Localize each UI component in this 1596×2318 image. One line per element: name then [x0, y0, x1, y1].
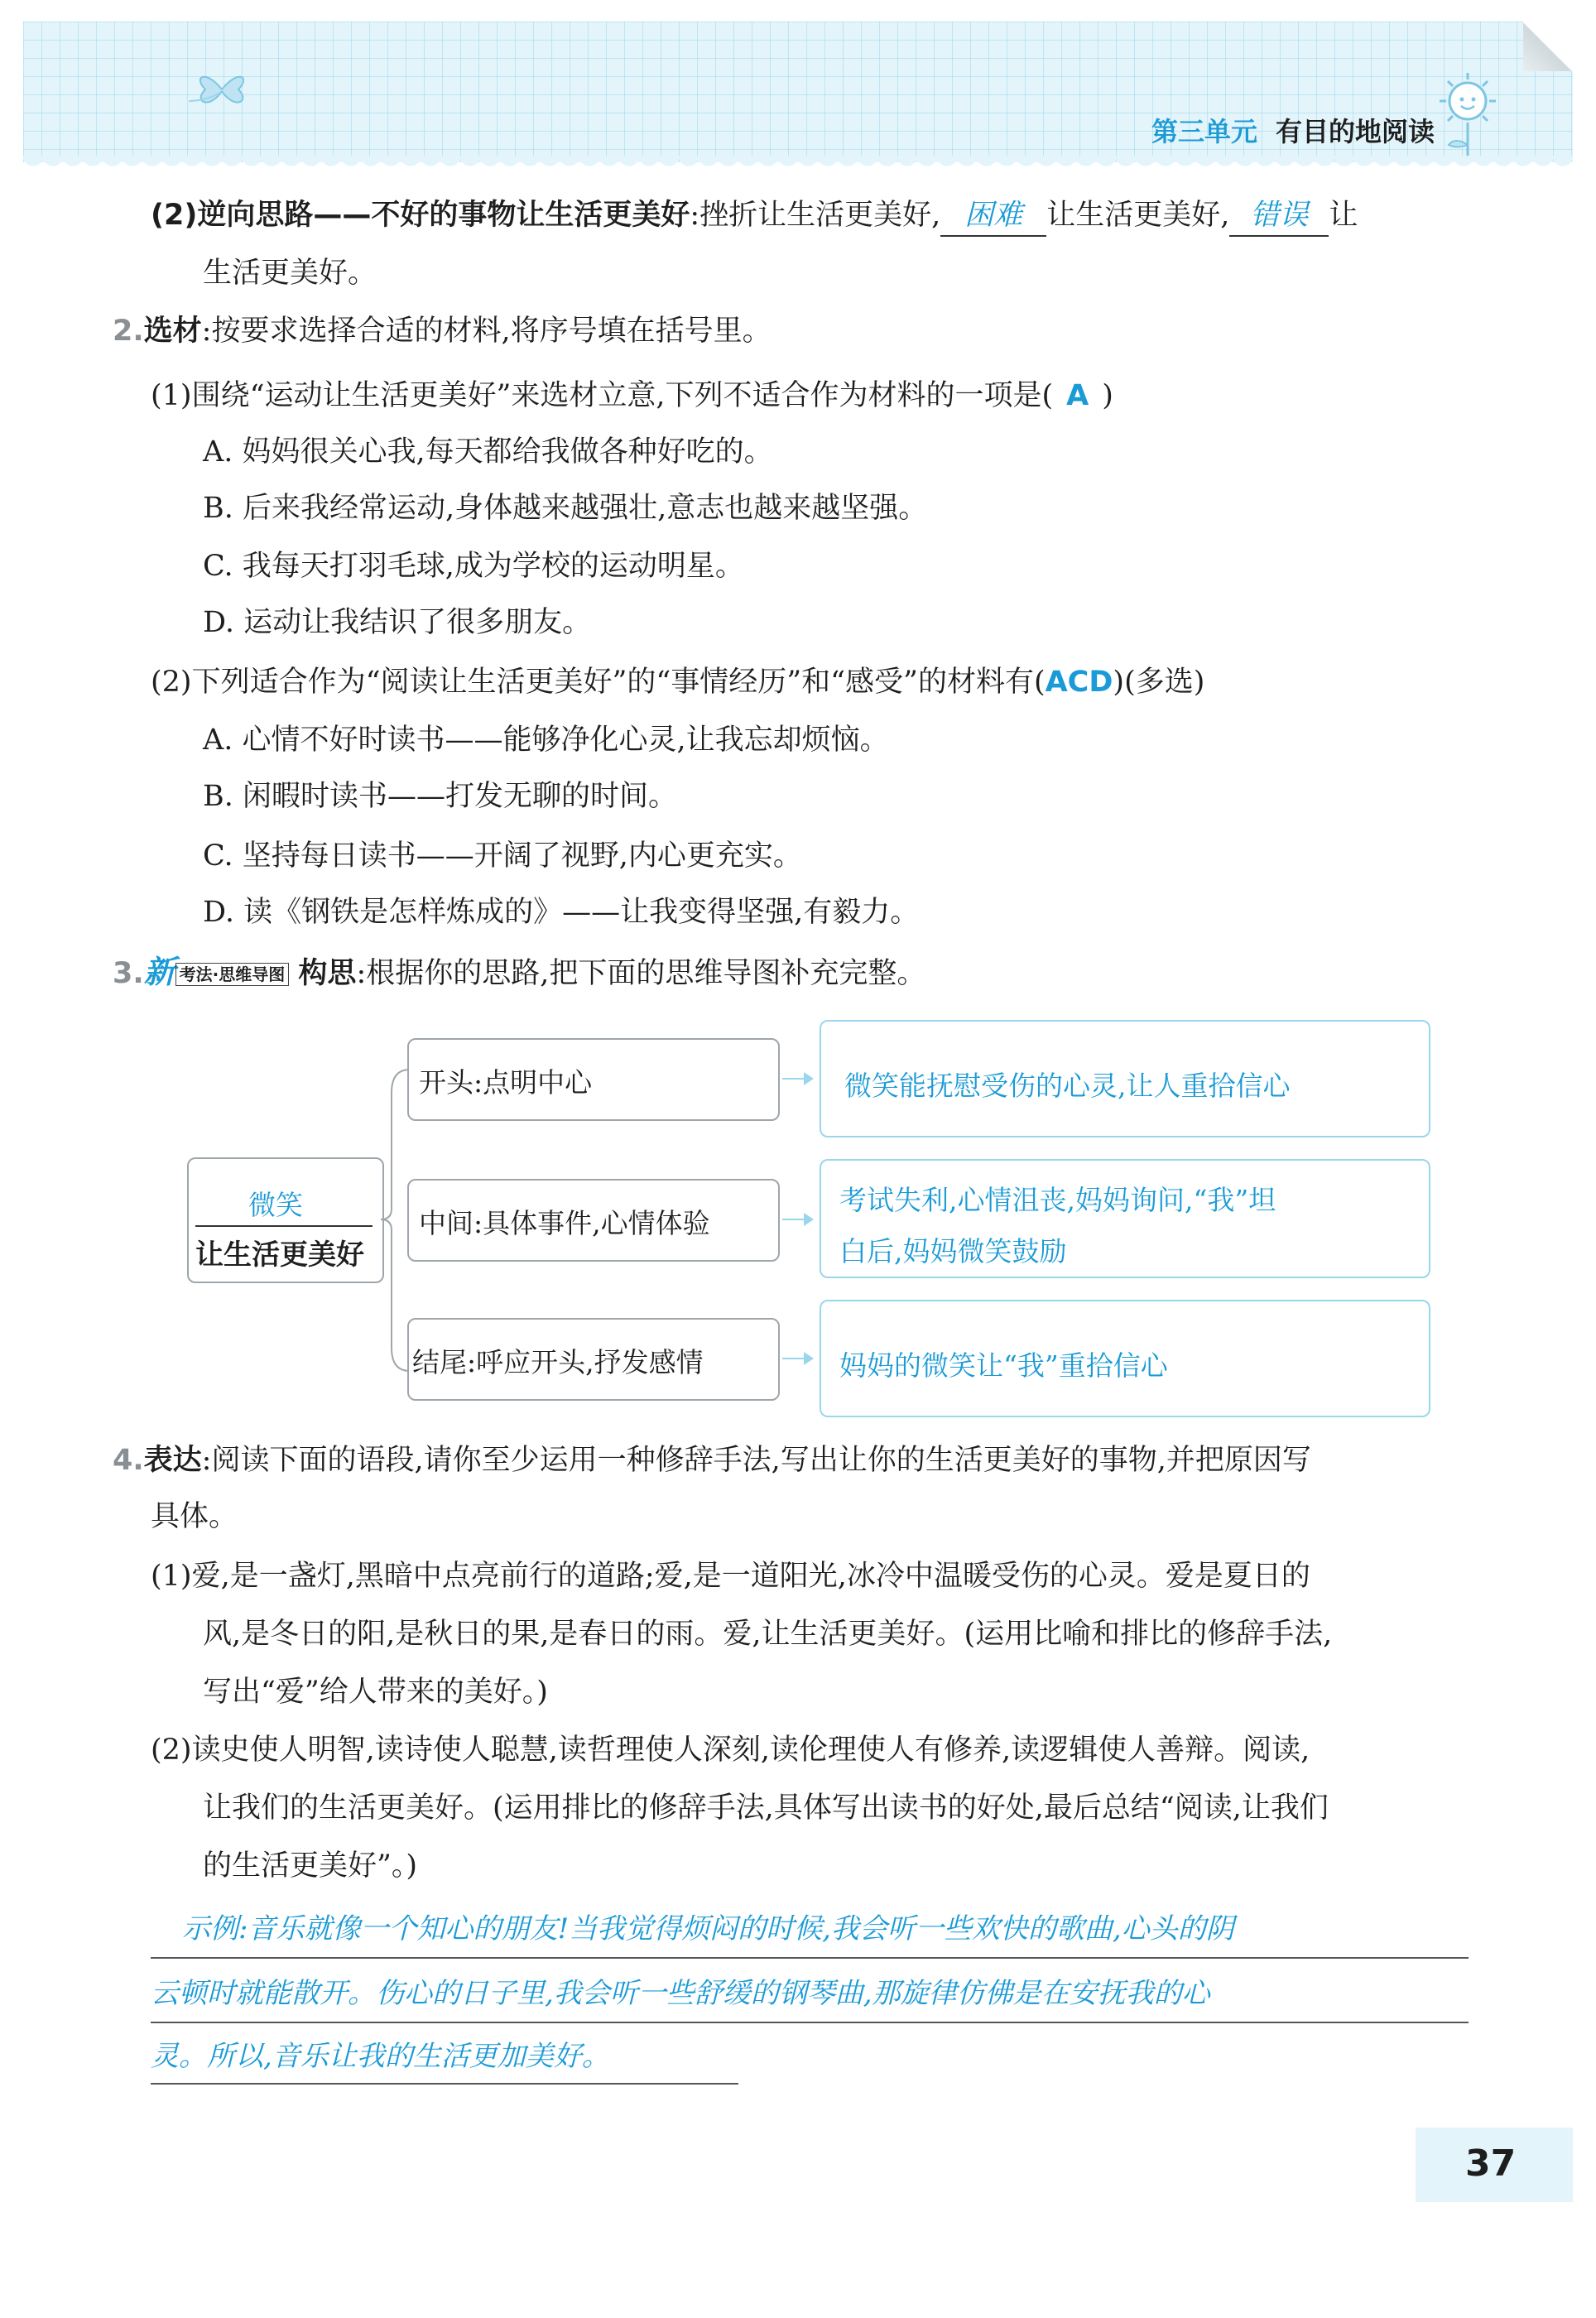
mindmap-center-answer: 微笑 [248, 1189, 303, 1221]
writing-line-3 [151, 2083, 738, 2085]
q4-para2-line2: 让我们的生活更美好。(运用排比的修辞手法,具体写出读书的好处,最后总结“阅读,让我们 [203, 1791, 1329, 1825]
writing-line-2 [151, 2022, 1469, 2023]
q3-instruction: :根据你的思路,把下面的思维导图补充完整。 [356, 957, 926, 990]
q2-sub2-answer: ACD [1045, 666, 1113, 699]
mindmap-answer-2-line1: 考试失利,心情沮丧,妈妈询问,“我”坦 [839, 1184, 1276, 1216]
q2-heading [113, 311, 772, 351]
q3-number: 3. [113, 957, 144, 990]
header-wave-border [23, 156, 1573, 176]
q1-sub2-text-b: 让生活更美好, [1046, 199, 1230, 232]
arrow-icon [782, 1358, 812, 1359]
page-number: 37 [1465, 2142, 1517, 2185]
q2-sub2-option-d: D. 读《钢铁是怎样炼成的》——让我变得坚强,有毅力。 [203, 896, 920, 929]
q2-sub1-option-b: B. 后来我经常运动,身体越来越强壮,意志也越来越坚强。 [203, 492, 928, 525]
q2-label: 选材 [143, 315, 202, 348]
arrow-icon [782, 1219, 812, 1220]
q2-number: 2. [113, 315, 144, 348]
q1-sub2-line2: 生活更美好。 [203, 257, 377, 290]
q2-sub2-option-c: C. 坚持每日读书——开阔了视野,内心更充实。 [203, 839, 802, 873]
page-curl-decoration [1523, 22, 1573, 71]
q2-sub1-answer: A [1066, 379, 1089, 412]
header-title [1151, 111, 1435, 149]
q4-instruction: :阅读下面的语段,请你至少运用一种修辞手法,写出让你的生活更美好的事物,并把原因写 [201, 1444, 1311, 1477]
q4-para2-line3: 的生活更美好”。) [203, 1849, 418, 1883]
q4-heading [113, 1440, 1311, 1480]
unit-label: 第三单元 [1151, 116, 1257, 147]
q2-sub2-option-b: B. 闲暇时读书——打发无聊的时间。 [203, 780, 677, 813]
mindmap-center-underline [195, 1225, 373, 1227]
sample-answer-line2: 云顿时就能散开。伤心的日子里,我会听一些舒缓的钢琴曲,那旋律仿佛是在安抚我的心 [151, 1977, 1210, 2010]
q2-sub1-option-c: C. 我每天打羽毛球,成为学校的运动明星。 [203, 550, 744, 583]
q1-sub2-line1 [151, 195, 1358, 237]
q4-label: 表达 [143, 1444, 202, 1477]
mindmap-branch-1-label: 开头:点明中心 [419, 1066, 593, 1099]
mindmap-center-text: 让生活更美好 [195, 1238, 364, 1272]
q2-sub1-option-d: D. 运动让我结识了很多朋友。 [203, 606, 592, 639]
q4-para1-line3: 写出“爱”给人带来的美好。) [203, 1676, 548, 1709]
mindmap-branch-2-label: 中间:具体事件,心情体验 [419, 1207, 710, 1239]
sample-answer-line3: 灵。所以,音乐让我的生活更加美好。 [151, 2040, 610, 2073]
mindmap-answer-3: 妈妈的微笑让“我”重拾信心 [839, 1349, 1168, 1382]
q3-label: 构思 [298, 957, 357, 990]
q4-number: 4. [113, 1444, 144, 1477]
q4-para2-line1: (2)读史使人明智,读诗使人聪慧,读哲理使人深刻,读伦理使人有修养,读逻辑使人善辩。阅读, [151, 1734, 1310, 1767]
q2-instruction: :按要求选择合适的材料,将序号填在括号里。 [201, 315, 772, 348]
mindmap-branch-3-label: 结尾:呼应开头,抒发感情 [412, 1346, 704, 1378]
sample-answer-line1: 示例:音乐就像一个知心的朋友!当我觉得烦闷的时候,我会听一些欢快的歌曲,心头的阴 [182, 1912, 1234, 1945]
new-tag: 新 [143, 954, 175, 990]
q2-sub2-option-a: A. 心情不好时读书——能够净化心灵,让我忘却烦恼。 [203, 724, 889, 757]
q4-para1-line1: (1)爱,是一盏灯,黑暗中点亮前行的道路;爱,是一道阳光,冰冷中温暖受伤的心灵。爱是夏日的 [151, 1560, 1310, 1593]
q2-sub1-stem: (1)围绕“运动让生活更美好”来选材立意,下列不适合作为材料的一项是( A ) [151, 379, 1113, 412]
answer-blank-2: 错误 [1229, 195, 1329, 237]
q3-heading [113, 952, 925, 993]
q4-para1-line2: 风,是冬日的阳,是秋日的果,是春日的雨。爱,让生活更美好。(运用比喻和排比的修辞手法, [203, 1618, 1333, 1651]
arrow-icon [782, 1078, 812, 1080]
q2-sub2-stem: (2)下列适合作为“阅读让生活更美好”的“事情经历”和“感受”的材料有(ACD)(多选) [151, 666, 1205, 699]
q1-sub2-label: (2)逆向思路——不好的事物让生活更美好 [151, 199, 690, 232]
mindmap-answer-2-line2: 白后,妈妈微笑鼓励 [839, 1235, 1067, 1267]
mindmap-answer-1: 微笑能抚慰受伤的心灵,让人重拾信心 [844, 1070, 1291, 1102]
butterfly-icon [189, 65, 255, 114]
question-type-tag: 考法·思维导图 [175, 963, 290, 986]
chapter-title: 有目的地阅读 [1275, 116, 1435, 147]
q4-instruction-line2: 具体。 [151, 1500, 238, 1533]
q2-sub1-option-a: A. 妈妈很关心我,每天都给我做各种好吃的。 [203, 435, 773, 469]
q1-sub2-text-a: :挫折让生活更美好, [690, 199, 941, 232]
page-number-tab [1416, 2128, 1573, 2202]
answer-blank-1: 困难 [940, 195, 1046, 237]
q1-sub2-text-c: 让 [1329, 199, 1358, 232]
sun-flower-icon [1430, 66, 1505, 157]
writing-line-1 [151, 1957, 1469, 1959]
